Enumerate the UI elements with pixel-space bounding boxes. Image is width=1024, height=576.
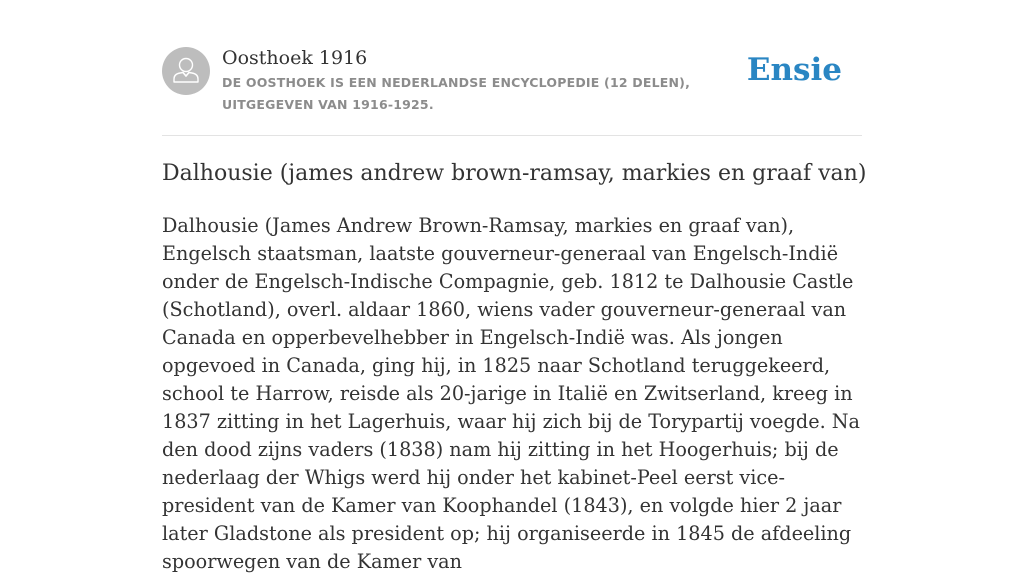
avatar[interactable] bbox=[162, 47, 210, 95]
user-icon bbox=[162, 47, 210, 95]
article-title: Dalhousie (james andrew brown-ramsay, markies en graaf van) bbox=[162, 161, 867, 186]
header-divider bbox=[162, 135, 862, 136]
source-title[interactable]: Oosthoek 1916 bbox=[222, 47, 368, 69]
ensie-logo-link[interactable]: Ensie bbox=[746, 52, 842, 88]
source-description: DE OOSTHOEK IS EEN NEDERLANDSE ENCYCLOPEDIE (12 DELEN), UITGEGEVEN VAN 1916-1925. bbox=[222, 75, 691, 112]
source-header bbox=[162, 46, 862, 136]
article-body: Dalhousie (James Andrew Brown-Ramsay, markies en graaf van), Engelsch staatsman, laatste gouverneur-generaal van Engelsch-Indië onder de Engelsch-Indische Compagnie, geb. 1812 te Dalhousie Castle (Schotland), overl. aldaar 1860, wiens vader gouverneur-generaal van Canada en opperbevelhebber in Engelsch-Indië was. Als jongen opgevoed in Canada, ging hij, in 1825 naar Schotland teruggekeerd, school te Harrow, reisde als 20-jarige in Italië en Zwitserland, kreeg in 1837 zitting in het Lagerhuis, waar hij zich bij de Torypartij voegde. Na den dood zijns vaders (1838) nam hij zitting in het Hoogerhuis; bij de nederlaag der Whigs werd hij onder het kabinet-Peel eerst vice-president van de Kamer van Koophandel (1843), en volgde hier 2 jaar later Gladstone als president op; hij organiseerde in 1845 de afdeeling spoorwegen van de Kamer van bbox=[162, 214, 861, 573]
